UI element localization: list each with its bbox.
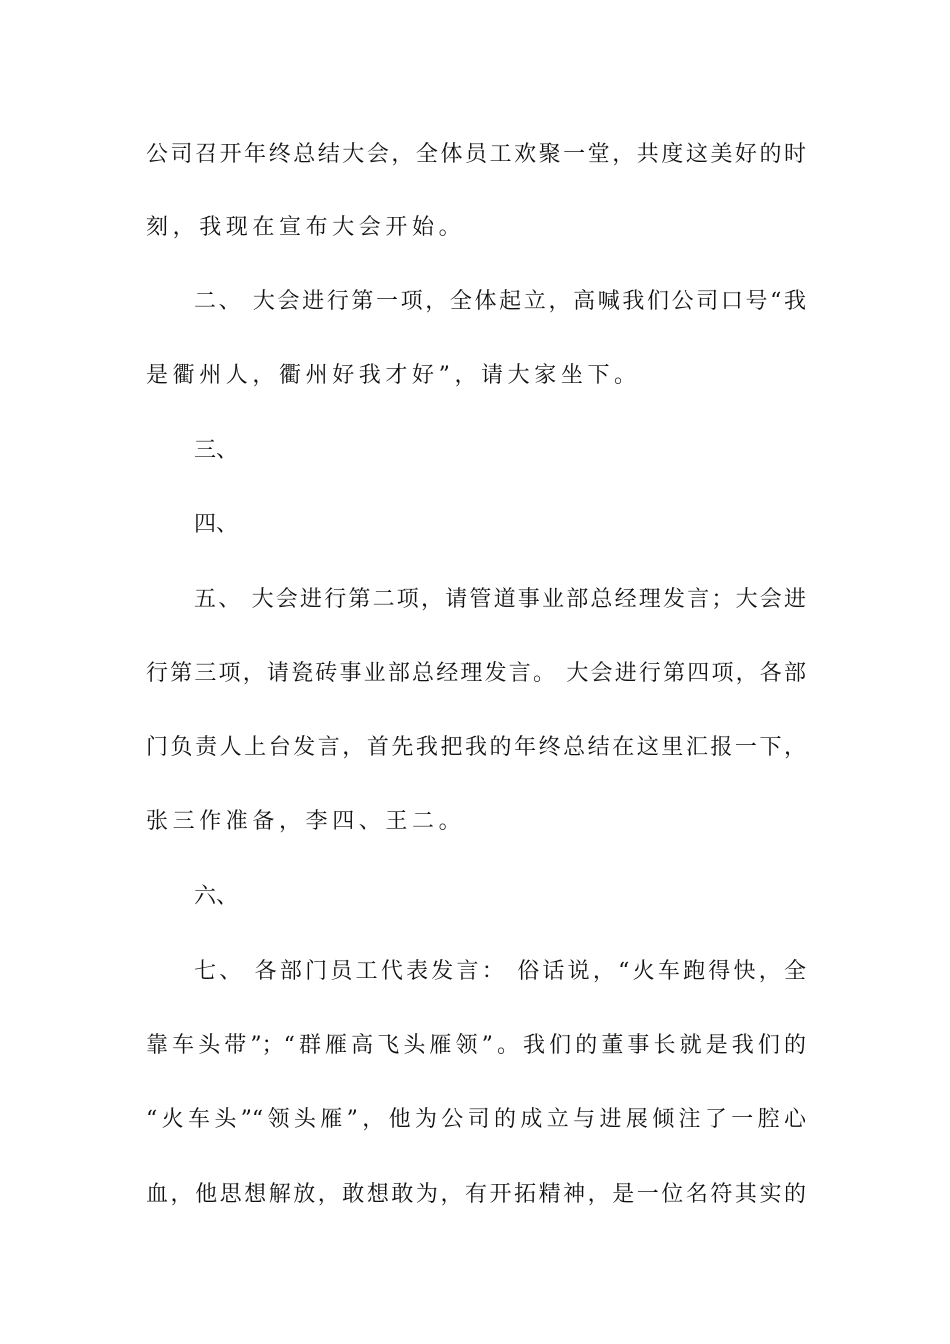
text-line-3: 二、 大会进行第一项，全体起立，高喊我们公司口号“我 <box>194 289 806 314</box>
text-line-4: 是衢州人，衢州好我才好”，请大家坐下。 <box>146 363 641 388</box>
text-line-6: 四、 <box>194 512 239 537</box>
text-line-13: 靠车头带”；“群雁高飞头雁领”。我们的董事长就是我们的 <box>146 1033 806 1058</box>
text-line-7: 五、 大会进行第二项，请管道事业部总经理发言；大会进 <box>194 587 806 612</box>
text-line-5: 三、 <box>194 438 239 463</box>
text-line-1: 公司召开年终总结大会，全体员工欢聚一堂，共度这美好的时 <box>146 142 806 167</box>
text-line-10: 张三作准备，李四、王二。 <box>146 809 466 834</box>
text-line-12: 七、 各部门员工代表发言： 俗话说，“火车跑得快，全 <box>194 959 806 984</box>
text-line-15: 血，他思想解放，敢想敢为，有开拓精神，是一位名符其实的 <box>146 1182 806 1207</box>
text-line-14: “火车头”“领头雁”，他为公司的成立与进展倾注了一腔心 <box>146 1107 806 1132</box>
text-line-11: 六、 <box>194 884 239 909</box>
text-line-8: 行第三项，请瓷砖事业部总经理发言。 大会进行第四项，各部 <box>146 661 806 686</box>
text-line-2: 刻，我现在宣布大会开始。 <box>146 215 466 240</box>
text-line-9: 门负责人上台发言，首先我把我的年终总结在这里汇报一下， <box>146 735 806 760</box>
